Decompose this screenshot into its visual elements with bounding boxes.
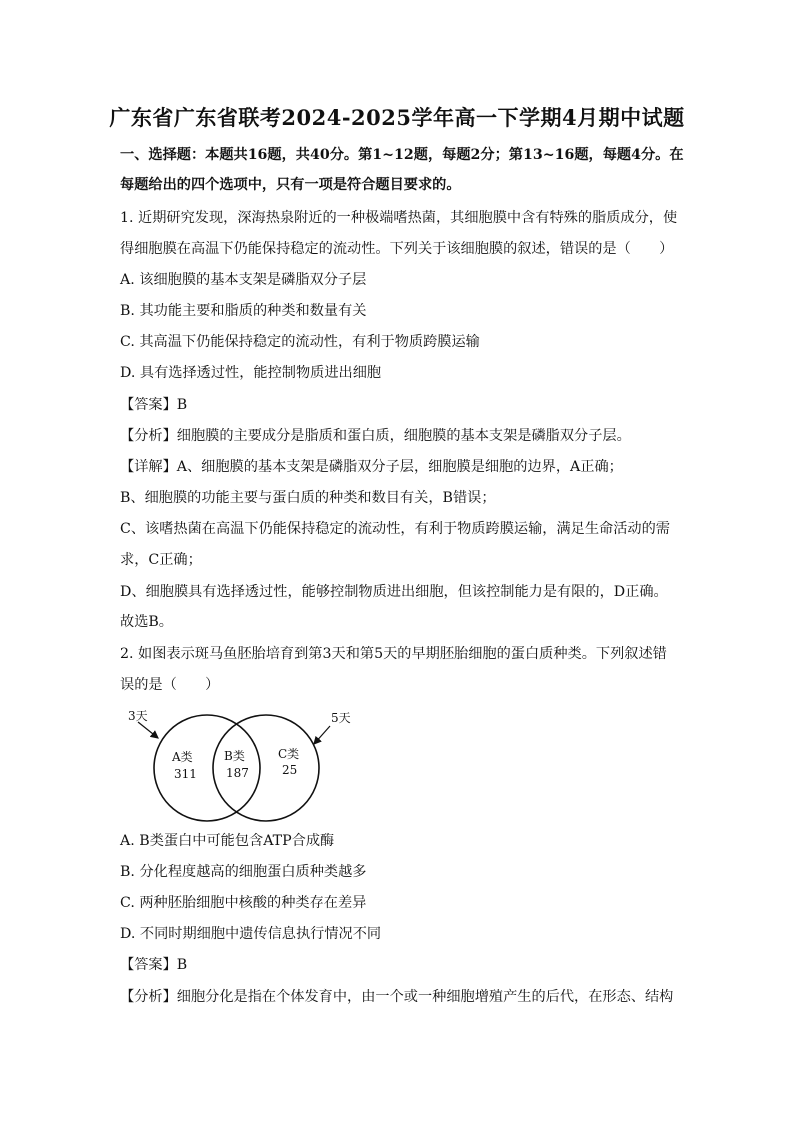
region-b-name: B类 bbox=[224, 749, 245, 763]
day3-label: 3天 bbox=[128, 709, 148, 723]
q1-conclusion: 故选B。 bbox=[120, 614, 173, 630]
q2-option-d: D. 不同时期细胞中遗传信息执行情况不同 bbox=[120, 926, 382, 942]
section-instruction-line-1: 一、选择题：本题共16题，共40分。第1~12题，每题2分；第13~16题，每题4分。在 bbox=[120, 147, 684, 163]
q2-stem-line-2: 误的是（ ） bbox=[120, 677, 220, 693]
q1-detail-d: D、细胞膜具有选择透过性，能够控制物质进出细胞，但该控制能力是有限的，D正确。 bbox=[120, 584, 668, 600]
q1-analysis: 【分析】细胞膜的主要成分是脂质和蛋白质，细胞膜的基本支架是磷脂双分子层。 bbox=[120, 428, 631, 444]
q1-option-b: B. 其功能主要和脂质的种类和数量有关 bbox=[120, 303, 367, 319]
q1-detail-b: B、细胞膜的功能主要与蛋白质的种类和数目有关，B错误； bbox=[120, 490, 496, 506]
q2-option-b: B. 分化程度越高的细胞蛋白质种类越多 bbox=[120, 864, 367, 880]
section-instruction-line-2: 每题给出的四个选项中，只有一项是符合题目要求的。 bbox=[120, 177, 461, 193]
q1-stem-line-2: 得细胞膜在高温下仍能保持稳定的流动性。下列关于该细胞膜的叙述，错误的是（ ） bbox=[120, 241, 674, 257]
q2-stem-line-1: 2. 如图表示斑马鱼胚胎培育到第3天和第5天的早期胚胎细胞的蛋白质种类。下列叙述错 bbox=[120, 646, 667, 662]
q1-option-c: C. 其高温下仍能保持稳定的流动性，有利于物质跨膜运输 bbox=[120, 334, 480, 350]
q1-option-a: A. 该细胞膜的基本支架是磷脂双分子层 bbox=[120, 272, 367, 288]
q2-answer: 【答案】B bbox=[120, 957, 188, 973]
q1-detail-c-line-1: C、该嗜热菌在高温下仍能保持稳定的流动性，有利于物质跨膜运输，满足生命活动的需 bbox=[120, 521, 670, 537]
region-a-value: 311 bbox=[174, 767, 197, 781]
venn-diagram bbox=[118, 700, 368, 830]
day5-label: 5天 bbox=[331, 711, 351, 725]
day5-arrow bbox=[314, 726, 330, 744]
region-a-name: A类 bbox=[172, 750, 193, 764]
q1-detail-a: 【详解】A、细胞膜的基本支架是磷脂双分子层，细胞膜是细胞的边界，A正确； bbox=[120, 459, 623, 475]
q1-answer: 【答案】B bbox=[120, 397, 188, 413]
region-b-value: 187 bbox=[226, 766, 249, 780]
page-title: 广东省广东省联考2024-2025学年高一下学期4月期中试题 bbox=[109, 105, 685, 130]
q1-detail-c-line-2: 求，C正确； bbox=[120, 552, 202, 568]
region-c-name: C类 bbox=[278, 747, 300, 761]
q1-option-d: D. 具有选择透过性，能控制物质进出细胞 bbox=[120, 365, 382, 381]
day3-arrow bbox=[138, 722, 158, 738]
q2-option-c: C. 两种胚胎细胞中核酸的种类存在差异 bbox=[120, 895, 367, 911]
q2-option-a: A. B类蛋白中可能包含ATP合成酶 bbox=[120, 833, 335, 849]
region-c-value: 25 bbox=[282, 763, 298, 777]
q2-analysis: 【分析】细胞分化是指在个体发育中，由一个或一种细胞增殖产生的后代，在形态、结构 bbox=[120, 989, 674, 1005]
q1-stem-line-1: 1. 近期研究发现，深海热泉附近的一种极端嗜热菌，其细胞膜中含有特殊的脂质成分，使 bbox=[120, 210, 678, 226]
